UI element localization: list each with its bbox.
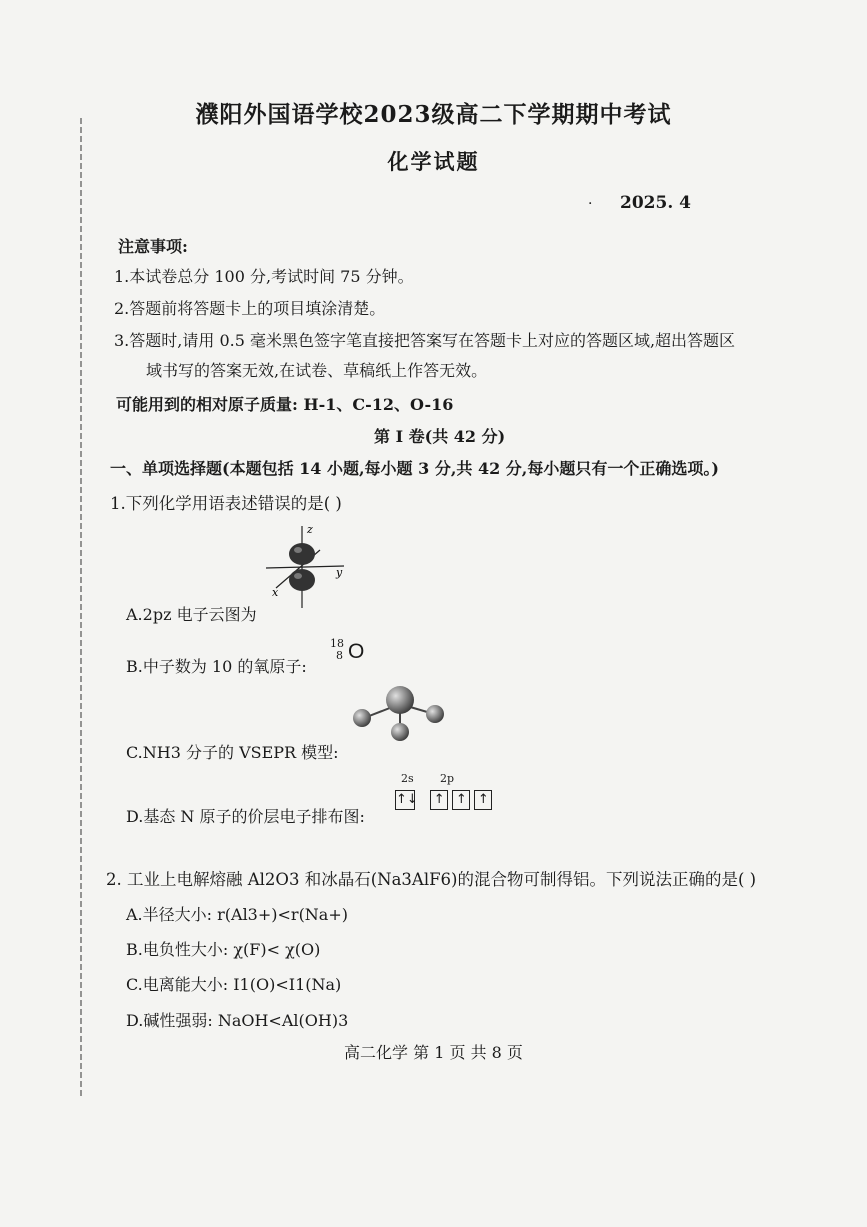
pz-orbital-diagram <box>260 522 350 612</box>
oxygen-symbol: O <box>348 640 365 663</box>
axis-x-label: x <box>272 586 279 599</box>
q1-option-c: C.NH3 分子的 VSEPR 模型: <box>126 743 339 762</box>
orbital-box-2s: ↑↓ <box>395 790 415 810</box>
notice-heading: 注意事项: <box>118 237 188 256</box>
axis-y-label: y <box>336 566 343 579</box>
isotope-mass-number: 18 <box>330 637 344 650</box>
orbital-diagram <box>395 788 491 808</box>
orbital-label-2p: 2p <box>440 772 455 785</box>
orbital-box-2p-1: ↑ <box>430 790 448 810</box>
volume-heading: 第 I 卷(共 42 分) <box>374 427 506 446</box>
isotope-atomic-number: 8 <box>336 649 343 662</box>
notice-item-2: 2.答题前将答题卡上的项目填涂清楚。 <box>114 299 386 318</box>
atomic-mass-note: 可能用到的相对原子质量: H-1、C-12、O-16 <box>116 395 454 414</box>
notice-item-3: 3.答题时,请用 0.5 毫米黑色签字笔直接把答案写在答题卡上对应的答题区域,超出答题区 <box>114 331 736 350</box>
dot-mark: · <box>588 196 593 212</box>
page-footer: 高二化学 第 1 页 共 8 页 <box>344 1043 523 1062</box>
notice-item-3-cont: 域书写的答案无效,在试卷、草稿纸上作答无效。 <box>146 361 488 380</box>
exam-date: 2025. 4 <box>620 193 691 213</box>
orbital-box-2p-3: ↑ <box>474 790 492 810</box>
orbital-box-2p-2: ↑ <box>452 790 470 810</box>
q2-option-c: C.电离能大小: I1(O)<I1(Na) <box>126 975 342 994</box>
q1-option-b: B.中子数为 10 的氧原子: <box>126 657 307 676</box>
q2-option-d: D.碱性强弱: NaOH<Al(OH)3 <box>126 1011 349 1030</box>
q1-stem: 1.下列化学用语表述错误的是( ) <box>110 494 342 513</box>
orbital-label-2s: 2s <box>401 772 414 785</box>
exam-title: 濮阳外国语学校2023级高二下学期期中考试 <box>195 101 672 128</box>
q1-option-a: A.2pz 电子云图为 <box>126 605 257 624</box>
q2-option-a: A.半径大小: r(Al3+)<r(Na+) <box>126 905 348 924</box>
nh3-vsepr-model <box>348 680 448 744</box>
axis-z-label: z <box>307 523 313 536</box>
exam-subject: 化学试题 <box>387 149 480 174</box>
part1-heading: 一、单项选择题(本题包括 14 小题,每小题 3 分,共 42 分,每小题只有一个正确选项。) <box>110 459 719 478</box>
isotope-numbers <box>330 638 344 662</box>
notice-item-1: 1.本试卷总分 100 分,考试时间 75 分钟。 <box>114 267 414 286</box>
q1-option-d: D.基态 N 原子的价层电子排布图: <box>126 807 365 826</box>
q2-stem: 2. 工业上电解熔融 Al2O3 和冰晶石(Na3AlF6)的混合物可制得铝。下列说法正确的是( ) <box>106 870 757 889</box>
binding-margin-line <box>80 118 82 1098</box>
q2-option-b: B.电负性大小: χ(F)< χ(O) <box>126 940 321 959</box>
